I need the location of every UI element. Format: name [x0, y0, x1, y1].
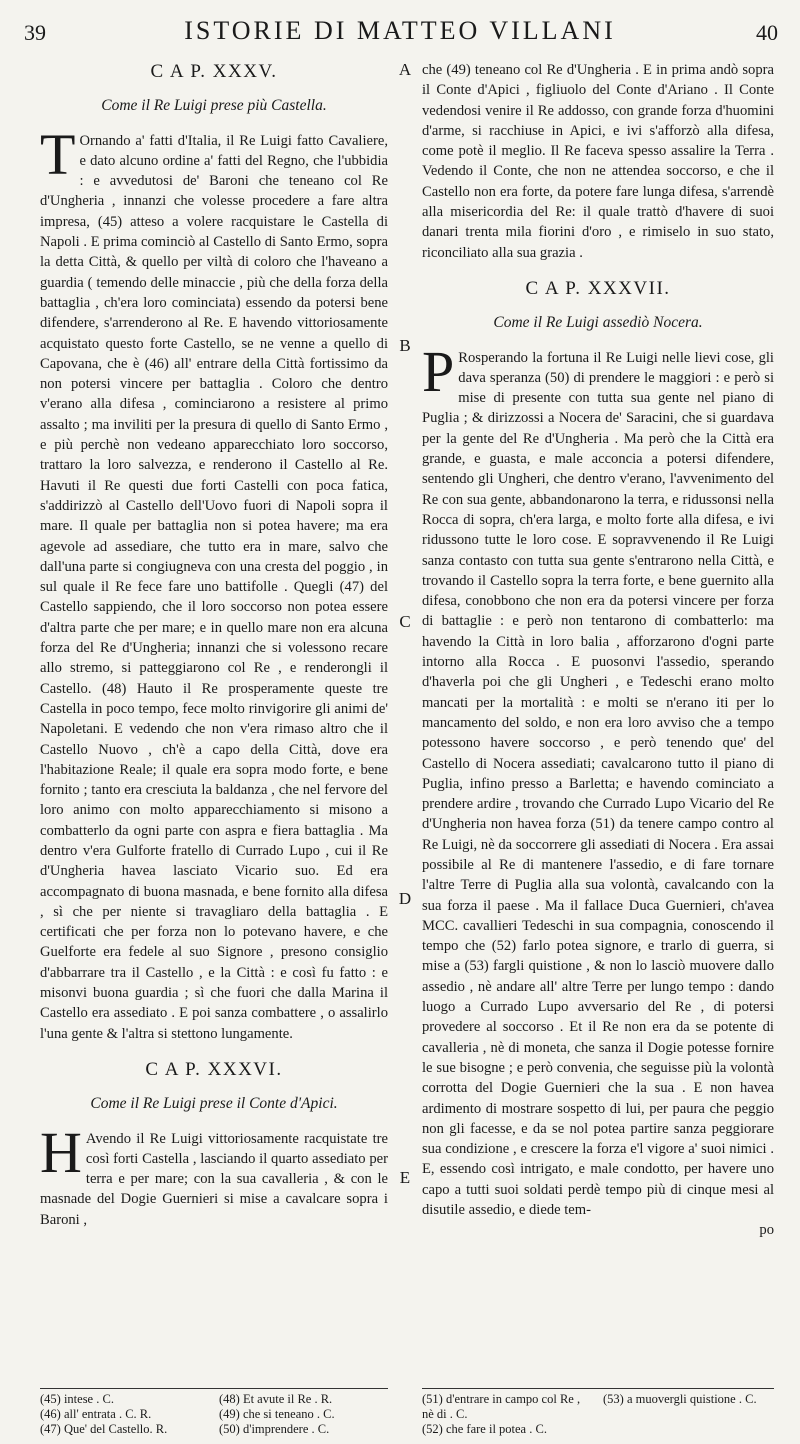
running-header [20, 14, 780, 48]
footnotes-right [422, 1392, 774, 1437]
margin-letter-a: A [398, 60, 412, 79]
footnote: (46) all' entrata . C. R. [40, 1407, 152, 1421]
footnote: (48) Et avute il Re . R. [219, 1392, 333, 1406]
paragraph: Avendo il Re Luigi vittoriosamente racquistate tre così forti Castella , lasciando il quarto assediato per terra e per mare; con la sua cavalleria , & con le masnade del Dogie Guernieri si mise a cavalcare sopra i Baroni , [40, 1130, 388, 1228]
footnote-rule-left [40, 1388, 388, 1389]
margin-letter-b: B [399, 336, 411, 355]
right-column [422, 60, 774, 1241]
margin-letter-c: C [399, 612, 411, 631]
footnote: (47) Que' del Castello. R. [40, 1422, 168, 1436]
page-number-right: 40 [756, 20, 778, 45]
running-title: ISTORIE DI MATTEO VILLANI [184, 16, 616, 45]
drop-cap: T [40, 121, 76, 187]
chapter-heading-36: C A P. XXXVI. [145, 1058, 283, 1080]
chapter-heading-37: C A P. XXXVII. [525, 277, 671, 299]
chapter-subtitle-36: Come il Re Luigi prese il Conte d'Apici. [90, 1095, 338, 1113]
paragraph: Rosperando la fortuna il Re Luigi nelle lievi cose, gli dava speranza (50) di prendere le maggiori : e però si mise di presente con tutta sua gente nel piano di Puglia ; & dirizzossi a Nocera de' Saracini, che si guardava per la gente del Re d'Ungheria . Ma però che la Città era grande, e guasta, e male acconcia a potersi difendere, sentendo gli Ungheri, che dentro v'erano, l'avvenimento del Re con sua gente, abbandonarono la terra, e ridussonsi nella Rocca di sopra, ch'era larga, e molto forte alla difesa, e ivi ridussono tutte le loro cose. E sopravvenendo il Re Luigi sanza contasto con tutta sua gente s'entrarono nella Città, e trovando il Castello sopra la terra forte, e bene guernito alla difesa, conobbono che non era da potersi vincere per forza di battaglie : e però non tentarono di combatterlo: ma havendo la Città in loro balia , afforzarono d'ogni parte intorno alla Rocca . E puosonvi l'assedio, sperando d'haverla poi che gli Ungheri , e Tedeschi erano molto mancati per la mortalità : e molti se n'erano iti per lo mancamento del soldo, e non era loro avviso che a tempo potessono havere soccorso , e però tenendo que' del Castello di Nocera assediati; cavalcarono tutto il piano di Puglia, infino presso a Barletta; e havendo cominciato a prendere ardire , trovando che Currado Lupo Vicario del Re d'Ungheria non havea forza (51) da tenere campo contro al Re Luigi, nè da soccorrere gli assediati di Nocera . Era assai possibile al Re di mantenere l'assedio, e di fare tornare l'altre Terre di Puglia alla sua volontà, cavalcando con la sua forza il paese . Ma il fallace Duca Guernieri, ch'avea MCC. cavallieri Tedeschi in sua compagnia, conoscendo il tempo che (52) farlo potea signore, e trarlo di guerra, si mise a (53) fargli quistione , & non lo lasciò muovere dallo assedio , nè andare all' altre Terre per lungo tempo : dando luogo a Currado Lupo avversario del Re , di potersi provedere al soccorso . Et il Re non era da se potente di cavalleria , nè di moneta, che sanza il Dogie potesse fornire le sue bisogne ; e però convenia, che seguisse più la volontà corrotta del Dogie Guernieri che la sua . E non havea ardimento di mostrare sospetto di lui, per paura che peggio non gli facesse, e da se nol potea partire sanza peggiorare sua condizione , e crescere la forza e'l vigore a' suoi nimici . E, essendo così intrigato, e male condotto, per havere uno capo a tutti suoi soldati perdè tempo più di cinque mesi al disutile assedio, e diede tem- [422, 349, 774, 1219]
chapter-text-36 [40, 1119, 388, 1230]
margin-letter-e: E [399, 1168, 411, 1187]
page-number-left: 39 [24, 20, 46, 45]
paragraph: Ornando a' fatti d'Italia, il Re Luigi fatto Cavaliere, e dato alcuno ordine a' fatti del Regno, che l'ubbidia : e avvedutosi de' Baroni che teneano col Re d'Ungheria , innanzi che volesse procedere a fare altra impresa, (45) atteso a volere racquistare le Castella di Napoli . E prima cominciò al Castello di Santo Ermo, sopra la detta Città, & quello per viltà di coloro che l'haveano a guardia ( temendo delle minaccie , più che della forza della battaglia , ch'era loro cominciata) essendo da potersi bene difendere, s'arrenderono al Re. E havendo vittoriosamente acquistato questo forte Castello, se ne venne a quello di Capovana, che è (46) all' entrare della Città fortissimo da non potersi vincere per battaglia . Coloro che dentro v'erano alla difesa , cominciarono a resistere al primo assalto ; ma inviliti per la presura di quello di Santo Ermo , e più perchè non vedeano apparecchiato loro soccorso, trattaro la loro salvezza, e renderono il Castello al Re. Havuti il Re questi due forti Castelli con poca fatica, s'addirizzò al Castello dell'Uovo fuori di Napoli sopra il mare. Il quale per battaglia non si potea havere; ma era agevole ad assediare, che tutto era in mare, salvo che dall'una parte si congiugneva con una cresta del poggio , in sul quale il Re fece fare uno battifolle . Quegli (47) del Castello sappiendo, che il loro soccorso non potea essere d'altra parte che per mare; e in quello mare non era alcuna forza del Re d'Ungheria; innanzi che si volessono recare allo stremo, si patteggiarono col Re , e renderongli il Castello. (48) Hauto il Re prosperamente queste tre Castella in poco tempo, fece molto rinvigorire gli animi de' Napoletani. E vedendo che non v'era rimaso altro che il Castello Nuovo , ch'è a capo della Città, dove era l'habitazione Reale; il quale era sopra modo forte, e bene fornito ; tanto era cresciuta la baldanza , che nel fervore del loro animo con molto apparecchiamento si misono a combatterlo da ogni parte con aspra e fiera battaglia . Ma dentro v'era Gulforte fratello di Currado Lupo , cui il Re d'Ungheria havea lasciato Vicario suo. Ed era accompagnato di buona masnada, e bene fornito alla difesa , sì che per niente si travagliaro della battaglia . E certificati che per forza non lo potevano havere, e che Guelforte era fedele al suo Signore , presono consiglio d'abbarrare tra il Castello , e la Città : e così fu fatto : e misonvi buona guardia ; sì che fuori che dalla Marina il Castello era assediato . E poi sanza combattere , o assalirlo l'una gente & l'altra si stettono lungamente. [40, 132, 388, 1042]
drop-cap: H [40, 1119, 82, 1185]
footnote: (50) d'imprendere . C. [219, 1422, 330, 1436]
drop-cap: P [422, 338, 455, 404]
footnote: (51) d'entrare in campo col Re , nè di . C. [422, 1392, 581, 1421]
chapter-text-37 [422, 338, 774, 1221]
chapter-subtitle-37: Come il Re Luigi assediò Nocera. [493, 314, 703, 332]
chapter-subtitle-35: Come il Re Luigi prese più Castella. [101, 97, 327, 115]
catchword: po [759, 1222, 774, 1239]
footnote: (52) che fare il potea . C. [422, 1422, 547, 1436]
chapter-heading-35: C A P. XXXV. [150, 61, 278, 82]
footnotes-left [40, 1392, 388, 1437]
footnote: (45) intese . C. [40, 1392, 114, 1406]
footnote [603, 1422, 774, 1437]
footnote: (53) a muovergli quistione . C. [603, 1392, 757, 1406]
footnote: (49) che si teneano . C. [219, 1407, 335, 1421]
margin-letter-d: D [398, 889, 412, 908]
footnote-rule-right [422, 1388, 774, 1389]
chapter-text-36-continued: che (49) teneano col Re d'Ungheria . E in prima andò sopra il Conte d'Apici , figliuolo del Conte d'Ariano . Il Conte vedendosi venire il Re addosso, con grande forza d'huomini d'arme, si racchiuse in Apici, e ivi s'afforzò alla difesa, come potè il meglio. Il Re faceva spesso assalire la Terra . Vedendo il Conte, che non ne attendea soccorso, e che il Castello non era forte, da potere fare lunga difesa, s'arrendè alla misericordia del Re: il quale trattò d'havere di suoi danari trenta mila fiorini d'oro , e rimiselo in suo stato, riconciliato alla sua grazia . [422, 62, 774, 261]
chapter-text-35 [40, 121, 388, 1044]
left-column [40, 60, 388, 1230]
